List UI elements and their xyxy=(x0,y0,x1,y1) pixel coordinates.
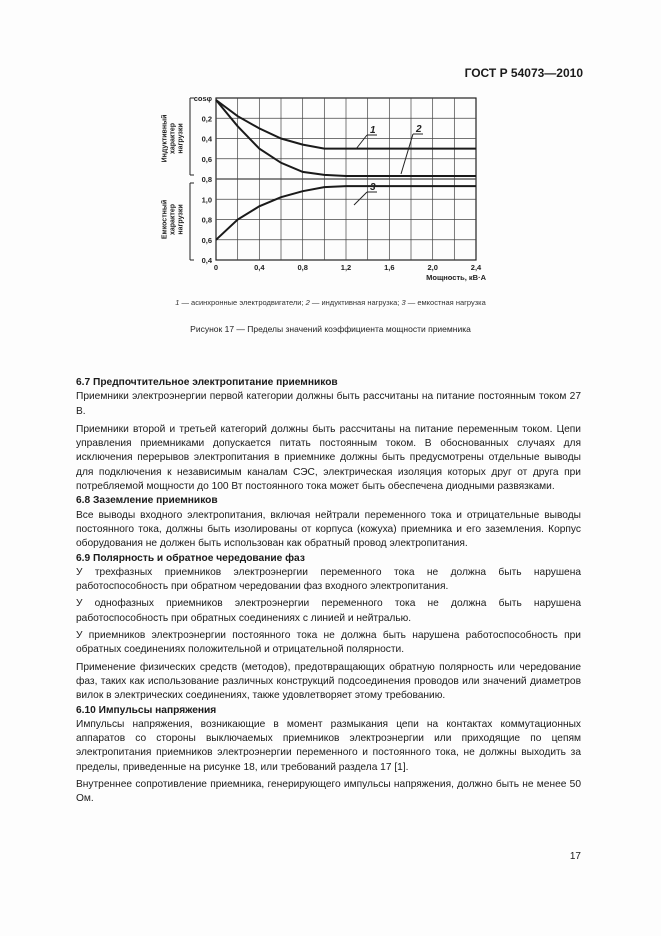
section-6-9-paragraph-2: У однофазных приемников электроэнергии переменного тока не должна быть нарушена работоспособность при обратных соединениях с линией и нейтралью. xyxy=(76,598,581,624)
y-tick-labels xyxy=(161,94,213,265)
standard-header: ГОСТ Р 54073—2010 xyxy=(464,66,583,80)
section-6-9-paragraph-4: Применение физических средств (методов), предотвращающих обратную полярность или чередование фаз, таких как использование различных конструкций подсоединения проводов или значений диаметров вилок в электрических соединениях, также удовлетворяет этому требованию. xyxy=(76,661,581,702)
series-label-3: 3 xyxy=(370,182,376,193)
x-tick-label: 2,4 xyxy=(470,263,482,272)
x-tick-label: 0,8 xyxy=(297,263,308,272)
y-group-label-line: Индуктивный xyxy=(161,114,169,163)
power-factor-chart xyxy=(0,0,661,300)
legend-num-1: 1 xyxy=(175,298,180,307)
y-tick-label: 0,8 xyxy=(201,215,212,225)
y-tick-label: 0,6 xyxy=(201,154,212,164)
x-tick-label: 2,0 xyxy=(427,263,438,272)
legend-num-2: 2 xyxy=(305,298,310,307)
page-number: 17 xyxy=(569,851,581,862)
x-tick-label: 0 xyxy=(213,263,219,272)
series-label-1: 1 xyxy=(370,125,376,136)
section-6-9-title: 6.9 Полярность и обратное чередование фаз xyxy=(76,552,305,564)
legend-text-1: — асинхронные электродвигатели; xyxy=(179,298,306,307)
y-tick-label: 0,4 xyxy=(201,256,212,265)
section-6-10-paragraph-2: Внутреннее сопротивление приемника, генерирующего импульсы напряжения, должно быть не менее 50 Ом. xyxy=(76,779,581,805)
y-group-label-line: характер xyxy=(169,203,177,236)
y-tick-label: 0,8 xyxy=(201,175,212,184)
figure-caption: Рисунок 17 — Пределы значений коэффициента мощности приемника xyxy=(190,324,471,334)
section-6-7-paragraph-2: Приемники второй и третьей категорий должны быть рассчитаны на питание переменным током. Цепи управления приемниками допускается питать постоянным током. В обоснованных случаях для исключения перерывов электропитания в приемнике должны быть предусмотрены отдельные выводы для подключения к независимым каналам СЭС, электрическая изоляция которых друг от друга при потребляемой мощности до 100 Вт постоянного тока может быть обеспечена диодными развязками. xyxy=(76,423,581,493)
legend-num-3: 3 xyxy=(401,298,406,307)
leader-line-1 xyxy=(356,135,367,149)
x-tick-label: 1,2 xyxy=(340,263,352,272)
x-axis-label: Мощность, кВ·А xyxy=(426,273,486,282)
y-tick-label: cosφ xyxy=(193,94,212,103)
y-tick-label: 0,6 xyxy=(201,235,212,245)
y-tick-label: 1,0 xyxy=(201,195,212,205)
chart-grid xyxy=(190,98,476,260)
section-6-8-title: 6.8 Заземление приемников xyxy=(76,495,218,507)
chart-labels xyxy=(354,124,423,205)
section-6-9-paragraph-3: У приемников электроэнергии постоянного тока не должна быть нарушена работоспособность при обратных соединениях положительной и отрицательной полярности. xyxy=(76,630,581,656)
document-body xyxy=(76,376,581,807)
y-group-inductive xyxy=(161,115,185,163)
section-6-7-title: 6.7 Предпочтительное электропитание приемников xyxy=(76,377,338,388)
y-tick-label: 0,2 xyxy=(201,114,212,124)
legend-text-2: — индуктивная нагрузка; xyxy=(309,298,402,307)
series-label-2: 2 xyxy=(416,124,422,135)
section-6-10-paragraph-1: Импульсы напряжения, возникающие в момент размыкания цепи на контактах коммутационных аппаратов со стороны выключаемых приемников электроэнергии или приходящие по цепям электропитания приемников электроэнергии переменного и постоянного тока, не должны выходить за пределы, приведенные на рисунке 18, или требований раздела 17 [1]. xyxy=(76,718,581,773)
y-group-label-line: характер xyxy=(169,122,177,155)
legend-text-3: — емкостная нагрузка xyxy=(405,298,486,307)
figure-legend xyxy=(0,298,661,307)
leader-line-3 xyxy=(354,192,367,205)
section-6-8-paragraph-1: Все выводы входного электропитания, включая нейтрали переменного тока и отрицательные выводы постоянного тока, должны быть изолированы от корпуса (кожуха) приемника и его заземления. Корпус оборудования не должен быть использован как обратный провод электропитания. xyxy=(76,509,581,550)
y-group-capacitive xyxy=(161,200,185,239)
x-tick-label: 0,4 xyxy=(254,263,265,272)
y-group-label-line: нагрузки xyxy=(177,204,185,235)
section-6-7-paragraph-1: Приемники электроэнергии первой категории должны быть рассчитаны на питание постоянным током 27 В. xyxy=(76,391,581,417)
x-tick-label: 1,6 xyxy=(384,263,395,272)
x-tick-labels xyxy=(214,263,487,282)
y-group-label-line: Емкостный xyxy=(161,199,169,240)
y-group-label-line: нагрузки xyxy=(177,123,185,154)
section-6-10-title: 6.10 Импульсы напряжения xyxy=(76,704,217,716)
y-tick-label: 0,4 xyxy=(201,134,212,144)
section-6-9-paragraph-1: У трехфазных приемников электроэнергии переменного тока не должна быть нарушена работоспособность при обратном чередовании фаз входного электропитания. xyxy=(76,566,581,593)
